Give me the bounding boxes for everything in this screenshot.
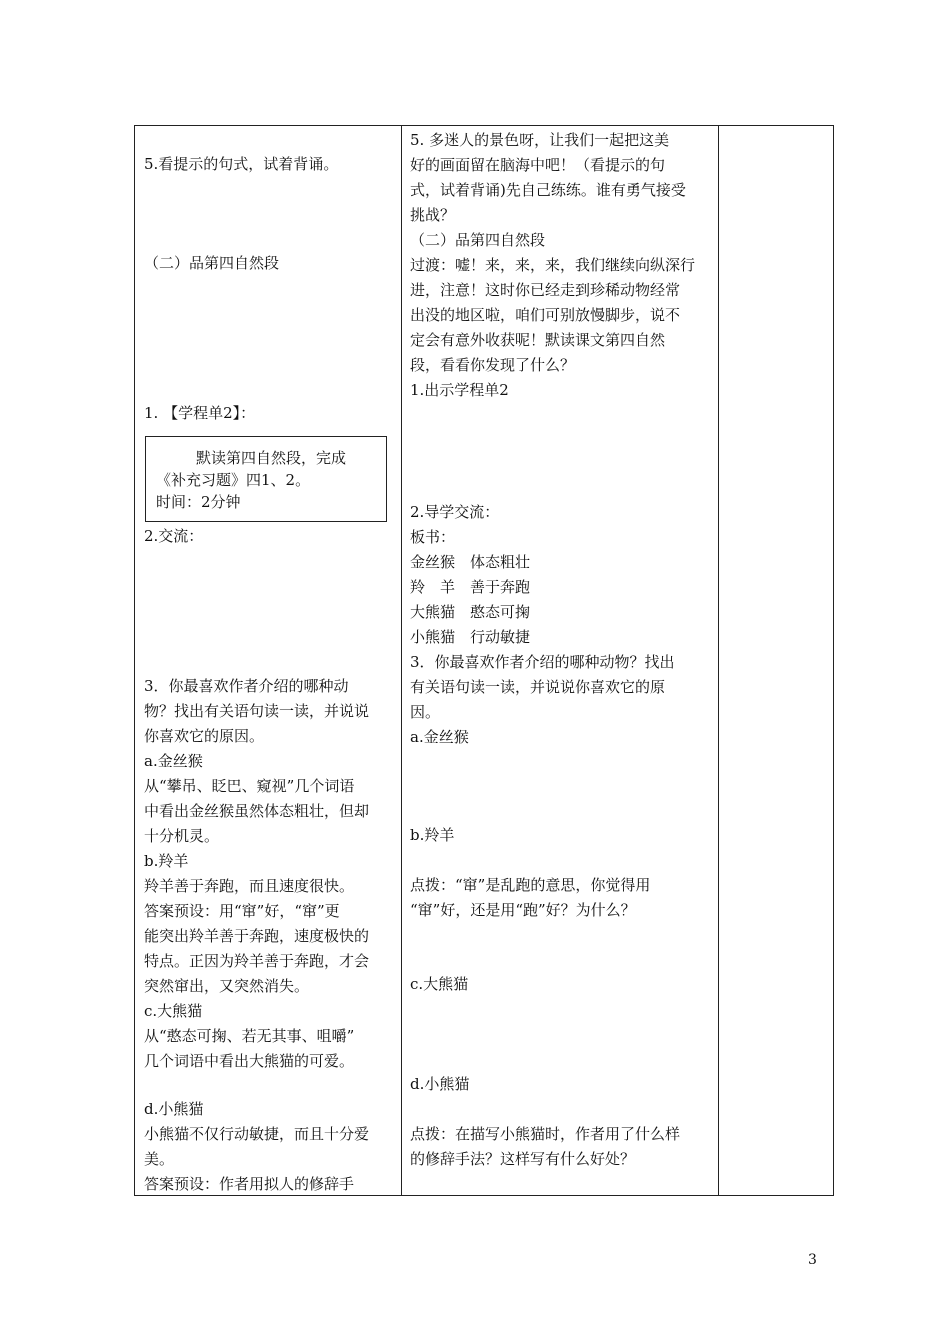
text-line: 进，注意！这时你已经走到珍稀动物经常 (410, 281, 681, 299)
text-line: c.大熊猫 (410, 975, 469, 993)
text-line: 几个词语中看出大熊猫的可爱。 (144, 1052, 355, 1070)
text-line: 答案预设：用“窜”好，“窜”更 (144, 902, 340, 920)
middle-block-hint-antelope (410, 873, 708, 923)
text-line: 定会有意外收获呢！默读课文第四自然 (410, 331, 666, 349)
text-line: （二）品第四自然段 (410, 231, 546, 249)
middle-block-red-panda (410, 1072, 708, 1097)
text-line: 2.导学交流： (410, 503, 500, 521)
left-block-favorite-animal (144, 674, 394, 1074)
middle-block-guided-exchange (410, 500, 708, 750)
text-line: d.小熊猫 (410, 1075, 470, 1093)
text-line: 点拨：“窜”是乱跑的意思，你觉得用 (410, 876, 651, 894)
text-line: 十分机灵。 (144, 827, 220, 845)
middle-block-giant-panda (410, 972, 708, 997)
text-line: d.小熊猫 (144, 1100, 204, 1118)
left-block-study-sheet (144, 401, 394, 426)
text-line: 羚 羊 善于奔跑 (410, 578, 531, 596)
text-line: 挑战？ (410, 206, 456, 224)
text-line: a.金丝猴 (144, 752, 203, 770)
text-line: b.羚羊 (144, 852, 189, 870)
text-line: 突然窜出，又突然消失。 (144, 977, 310, 995)
text-line: “窜”好，还是用“跑”好？为什么？ (410, 901, 636, 919)
text-line: 2.交流： (144, 527, 204, 545)
text-line: 能突出羚羊善于奔跑，速度极快的 (144, 927, 370, 945)
page-number: 3 (808, 1252, 817, 1268)
text-line: 特点。正因为羚羊善于奔跑，才会 (144, 952, 370, 970)
task-box (145, 436, 387, 522)
task-line: 《补充习题》四1、2。 (156, 471, 311, 489)
text-line: 小熊猫 行动敏捷 (410, 628, 531, 646)
text-line: 你喜欢它的原因。 (144, 727, 265, 745)
text-line: b.羚羊 (410, 826, 455, 844)
text-line: 从“憨态可掬、若无其事、咀嚼” (144, 1027, 355, 1045)
text-line: 3．你最喜欢作者介绍的哪种动物？找出 (410, 653, 675, 671)
text-line: 1.出示学程单2 (410, 381, 509, 399)
left-block-recite (144, 152, 394, 177)
text-line: 5. 多迷人的景色呀，让我们一起把这美 (410, 131, 670, 149)
text-line: 好的画面留在脑海中吧！（看提示的句 (410, 156, 666, 174)
text-line: 大熊猫 憨态可掬 (410, 603, 531, 621)
text-line: a.金丝猴 (410, 728, 469, 746)
text-line: 从“攀吊、眨巴、窥视”几个词语 (144, 777, 355, 795)
text-line: 式，试着背诵)先自己练练。谁有勇气接受 (410, 181, 686, 199)
text-line: 物？找出有关语句读一读，并说说 (144, 702, 370, 720)
text-line: 因。 (410, 703, 441, 721)
text-line: 3．你最喜欢作者介绍的哪种动 (144, 677, 349, 695)
text-line: 出没的地区啦，咱们可别放慢脚步，说不 (410, 306, 681, 324)
text-line: 金丝猴 体态粗壮 (410, 553, 531, 571)
text-line: 板书： (410, 528, 456, 546)
text-line: c.大熊猫 (144, 1002, 203, 1020)
text-line: 点拨：在描写小熊猫时，作者用了什么样 (410, 1125, 681, 1143)
text-line: 小熊猫不仅行动敏捷，而且十分爱 (144, 1125, 370, 1143)
text-line: 有关语句读一读，并说说你喜欢它的原 (410, 678, 666, 696)
text-line: 羚羊善于奔跑，而且速度很快。 (144, 877, 355, 895)
task-line: 时间：2分钟 (156, 493, 241, 511)
task-line: 默读第四自然段，完成 (196, 449, 347, 467)
column-divider (401, 126, 402, 1195)
middle-block-hint-red-panda (410, 1122, 708, 1172)
lesson-table (134, 125, 834, 1196)
text-line: 答案预设：作者用拟人的修辞手 (144, 1175, 355, 1193)
text-line: 过渡：嘘！来，来，来，我们继续向纵深行 (410, 256, 696, 274)
middle-block-intro (410, 128, 708, 403)
column-divider (718, 126, 719, 1195)
left-block-red-panda (144, 1097, 394, 1197)
text-line: 段，看看你发现了什么？ (410, 356, 576, 374)
text-line: 1. 【学程单2】： (144, 404, 256, 422)
left-block-exchange (144, 524, 394, 549)
middle-block-antelope (410, 823, 708, 848)
text-line: 的修辞手法？这样写有什么好处？ (410, 1150, 636, 1168)
left-block-section-heading (144, 251, 394, 276)
text-line: （二）品第四自然段 (144, 254, 280, 272)
text-line: 5.看提示的句式，试着背诵。 (144, 155, 339, 173)
text-line: 中看出金丝猴虽然体态粗壮，但却 (144, 802, 370, 820)
text-line: 美。 (144, 1150, 175, 1168)
